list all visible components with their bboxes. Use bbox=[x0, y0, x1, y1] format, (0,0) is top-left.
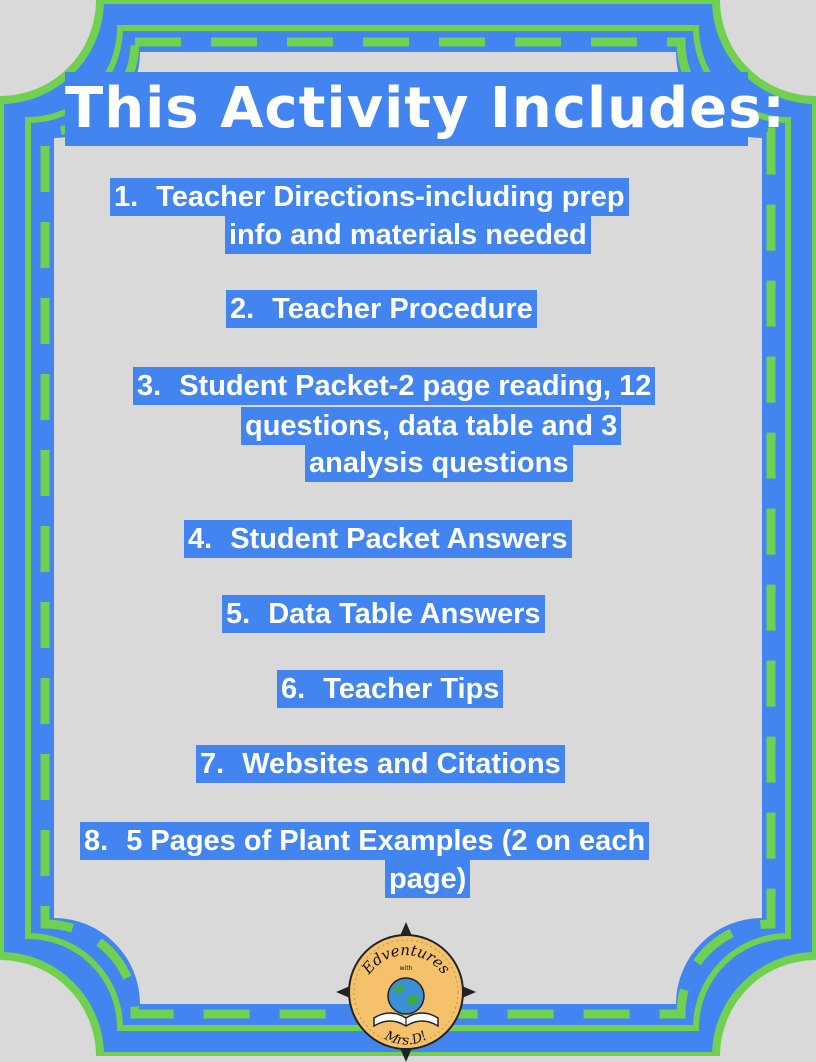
list-item-6-number: 6. bbox=[281, 673, 306, 705]
list-item-4-number: 4. bbox=[188, 523, 213, 555]
page-title: This Activity Includes: bbox=[65, 72, 748, 146]
list-item-3-number: 3. bbox=[137, 370, 162, 402]
list-item-4-line-1: 4. Student Packet Answers bbox=[184, 520, 572, 558]
list-item-3-line-3: analysis questions bbox=[305, 444, 573, 482]
edventures-logo bbox=[336, 922, 476, 1062]
list-item-5-line-1: 5. Data Table Answers bbox=[222, 595, 545, 633]
logo-text-bottom: Mrs.D! bbox=[382, 1028, 430, 1049]
list-item-8-line-1: 8. 5 Pages of Plant Examples (2 on each bbox=[80, 822, 649, 860]
list-item-1-line-1: 1. Teacher Directions-including prep bbox=[110, 178, 629, 216]
logo-text-small: with bbox=[399, 965, 413, 972]
list-item-2-line-1: 2. Teacher Procedure bbox=[226, 290, 537, 328]
list-item-3-line-1: 3. Student Packet-2 page reading, 12 bbox=[133, 367, 655, 405]
list-item-1-line-2: info and materials needed bbox=[225, 216, 591, 254]
globe-icon bbox=[388, 978, 424, 1014]
list-item-5-number: 5. bbox=[226, 598, 251, 630]
list-item-8-number: 8. bbox=[84, 825, 109, 857]
list-item-3-line-2: questions, data table and 3 bbox=[241, 407, 621, 445]
list-item-1-number: 1. bbox=[114, 181, 139, 213]
logo-text-top: Edventures bbox=[358, 941, 454, 978]
list-item-7-number: 7. bbox=[200, 748, 225, 780]
list-item-6-line-1: 6. Teacher Tips bbox=[277, 670, 503, 708]
list-item-8-line-2: page) bbox=[385, 860, 470, 898]
list-item-2-number: 2. bbox=[230, 293, 255, 325]
list-item-7-line-1: 7. Websites and Citations bbox=[196, 745, 565, 783]
